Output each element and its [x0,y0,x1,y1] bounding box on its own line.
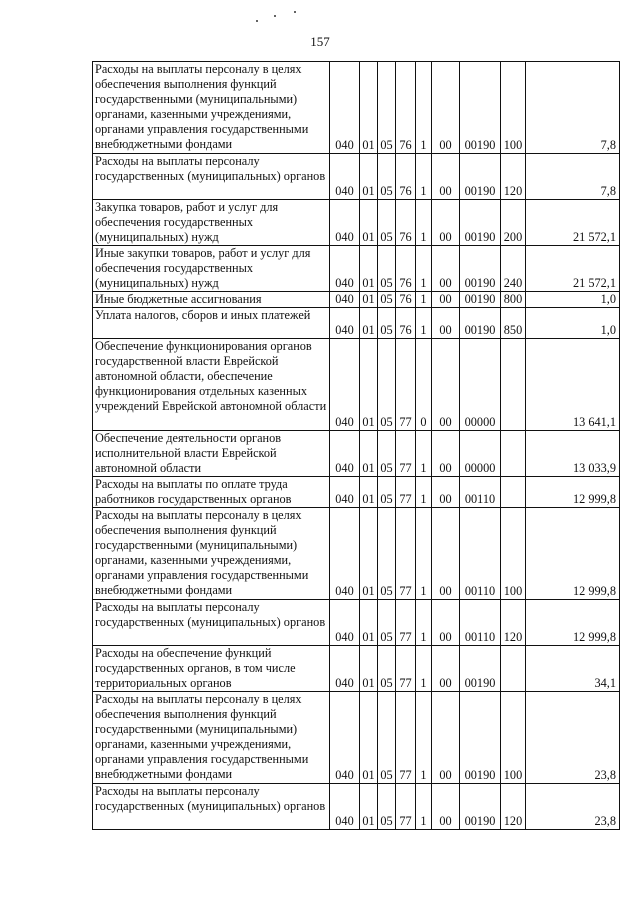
subsection-code: 05 [378,200,396,246]
row-name: Расходы на выплаты персоналу в целях обеспечения выполнения функций государственными (муниципальными) органами, казенными учреждениями, органами управления государственными внебюджетными фондами [93,692,330,784]
main-event-code: 00 [432,339,460,431]
expense-type-code: 120 [501,600,526,646]
amount: 12 999,8 [526,477,620,508]
direction-code: 00190 [460,246,501,292]
amount: 1,0 [526,292,620,308]
program-code: 76 [396,62,416,154]
ministry-code: 040 [330,246,360,292]
amount: 13 641,1 [526,339,620,431]
main-event-code: 00 [432,477,460,508]
subsection-code: 05 [378,62,396,154]
subsection-code: 05 [378,292,396,308]
subsection-code: 05 [378,431,396,477]
table-row [93,339,620,431]
scan-speck [294,11,296,13]
subprogram-code: 0 [416,339,432,431]
subprogram-code: 1 [416,246,432,292]
row-name: Иные бюджетные ассигнования [93,292,330,308]
row-name: Расходы на обеспечение функций государственных органов, в том числе территориальных органов [93,646,330,692]
section-code: 01 [360,200,378,246]
ministry-code: 040 [330,62,360,154]
expense-type-code [501,431,526,477]
main-event-code: 00 [432,292,460,308]
main-event-code: 00 [432,154,460,200]
direction-code: 00190 [460,154,501,200]
ministry-code: 040 [330,508,360,600]
amount: 23,8 [526,692,620,784]
table-row [93,508,620,600]
program-code: 77 [396,508,416,600]
program-code: 77 [396,477,416,508]
main-event-code: 00 [432,308,460,339]
program-code: 77 [396,784,416,830]
program-code: 76 [396,154,416,200]
row-name: Расходы на выплаты персоналу государственных (муниципальных) органов [93,600,330,646]
section-code: 01 [360,308,378,339]
subprogram-code: 1 [416,62,432,154]
ministry-code: 040 [330,292,360,308]
program-code: 77 [396,692,416,784]
row-name: Расходы на выплаты персоналу в целях обеспечения выполнения функций государственными (муниципальными) органами, казенными учреждениями, органами управления государственными внебюджетными фондами [93,62,330,154]
subprogram-code: 1 [416,477,432,508]
row-name: Обеспечение функционирования органов государственной власти Еврейской автономной области, обеспечение функционирования отдельных казенных учреждений Еврейской автономной области [93,339,330,431]
section-code: 01 [360,477,378,508]
table-body [93,62,620,830]
main-event-code: 00 [432,600,460,646]
table-row [93,154,620,200]
main-event-code: 00 [432,692,460,784]
ministry-code: 040 [330,339,360,431]
amount: 1,0 [526,308,620,339]
amount: 12 999,8 [526,508,620,600]
direction-code: 00000 [460,339,501,431]
row-name: Закупка товаров, работ и услуг для обеспечения государственных (муниципальных) нужд [93,200,330,246]
subsection-code: 05 [378,154,396,200]
ministry-code: 040 [330,200,360,246]
expense-type-code: 240 [501,246,526,292]
ministry-code: 040 [330,646,360,692]
direction-code: 00190 [460,692,501,784]
program-code: 76 [396,246,416,292]
row-name: Обеспечение деятельности органов исполнительной власти Еврейской автономной области [93,431,330,477]
table-row [93,246,620,292]
amount: 7,8 [526,62,620,154]
expense-type-code: 850 [501,308,526,339]
section-code: 01 [360,431,378,477]
subprogram-code: 1 [416,784,432,830]
subprogram-code: 1 [416,508,432,600]
main-event-code: 00 [432,200,460,246]
ministry-code: 040 [330,308,360,339]
table-row [93,292,620,308]
ministry-code: 040 [330,692,360,784]
subprogram-code: 1 [416,600,432,646]
subsection-code: 05 [378,339,396,431]
direction-code: 00190 [460,292,501,308]
direction-code: 00110 [460,508,501,600]
program-code: 77 [396,339,416,431]
table-row [93,200,620,246]
ministry-code: 040 [330,154,360,200]
expense-type-code: 800 [501,292,526,308]
main-event-code: 00 [432,431,460,477]
section-code: 01 [360,784,378,830]
subprogram-code: 1 [416,154,432,200]
section-code: 01 [360,508,378,600]
section-code: 01 [360,62,378,154]
program-code: 77 [396,431,416,477]
row-name: Иные закупки товаров, работ и услуг для обеспечения государственных (муниципальных) нужд [93,246,330,292]
expense-type-code: 100 [501,692,526,784]
subsection-code: 05 [378,600,396,646]
direction-code: 00190 [460,200,501,246]
expense-type-code: 200 [501,200,526,246]
subsection-code: 05 [378,692,396,784]
expense-type-code [501,339,526,431]
table-row [93,784,620,830]
subprogram-code: 1 [416,200,432,246]
direction-code: 00110 [460,600,501,646]
table-row [93,692,620,784]
ministry-code: 040 [330,600,360,646]
section-code: 01 [360,246,378,292]
main-event-code: 00 [432,646,460,692]
subprogram-code: 1 [416,431,432,477]
amount: 23,8 [526,784,620,830]
subprogram-code: 1 [416,646,432,692]
section-code: 01 [360,600,378,646]
row-name: Расходы на выплаты по оплате труда работников государственных органов [93,477,330,508]
section-code: 01 [360,154,378,200]
main-event-code: 00 [432,508,460,600]
amount: 21 572,1 [526,246,620,292]
subsection-code: 05 [378,246,396,292]
main-event-code: 00 [432,62,460,154]
scan-speck [256,20,258,22]
subsection-code: 05 [378,508,396,600]
program-code: 76 [396,308,416,339]
direction-code: 00110 [460,477,501,508]
program-code: 77 [396,600,416,646]
table-row [93,431,620,477]
amount: 12 999,8 [526,600,620,646]
direction-code: 00190 [460,308,501,339]
table-row [93,62,620,154]
section-code: 01 [360,292,378,308]
row-name: Расходы на выплаты персоналу в целях обеспечения выполнения функций государственными (муниципальными) органами, казенными учреждениями, органами управления государственными внебюджетными фондами [93,508,330,600]
scan-speck [274,15,276,17]
ministry-code: 040 [330,784,360,830]
section-code: 01 [360,646,378,692]
budget-table [92,61,620,830]
expense-type-code: 120 [501,154,526,200]
row-name: Уплата налогов, сборов и иных платежей [93,308,330,339]
section-code: 01 [360,339,378,431]
table-row [93,600,620,646]
ministry-code: 040 [330,431,360,477]
subsection-code: 05 [378,308,396,339]
direction-code: 00190 [460,784,501,830]
direction-code: 00000 [460,431,501,477]
table-row [93,646,620,692]
amount: 7,8 [526,154,620,200]
expense-type-code: 100 [501,62,526,154]
main-event-code: 00 [432,246,460,292]
section-code: 01 [360,692,378,784]
subprogram-code: 1 [416,692,432,784]
table-row [93,477,620,508]
amount: 21 572,1 [526,200,620,246]
amount: 34,1 [526,646,620,692]
subprogram-code: 1 [416,292,432,308]
expense-type-code [501,477,526,508]
row-name: Расходы на выплаты персоналу государственных (муниципальных) органов [93,154,330,200]
subsection-code: 05 [378,646,396,692]
expense-type-code [501,646,526,692]
subsection-code: 05 [378,477,396,508]
program-code: 76 [396,292,416,308]
direction-code: 00190 [460,62,501,154]
table-row [93,308,620,339]
expense-type-code: 120 [501,784,526,830]
ministry-code: 040 [330,477,360,508]
program-code: 76 [396,200,416,246]
main-event-code: 00 [432,784,460,830]
amount: 13 033,9 [526,431,620,477]
subprogram-code: 1 [416,308,432,339]
subsection-code: 05 [378,784,396,830]
page-number: 157 [310,34,330,49]
direction-code: 00190 [460,646,501,692]
expense-type-code: 100 [501,508,526,600]
program-code: 77 [396,646,416,692]
row-name: Расходы на выплаты персоналу государственных (муниципальных) органов [93,784,330,830]
